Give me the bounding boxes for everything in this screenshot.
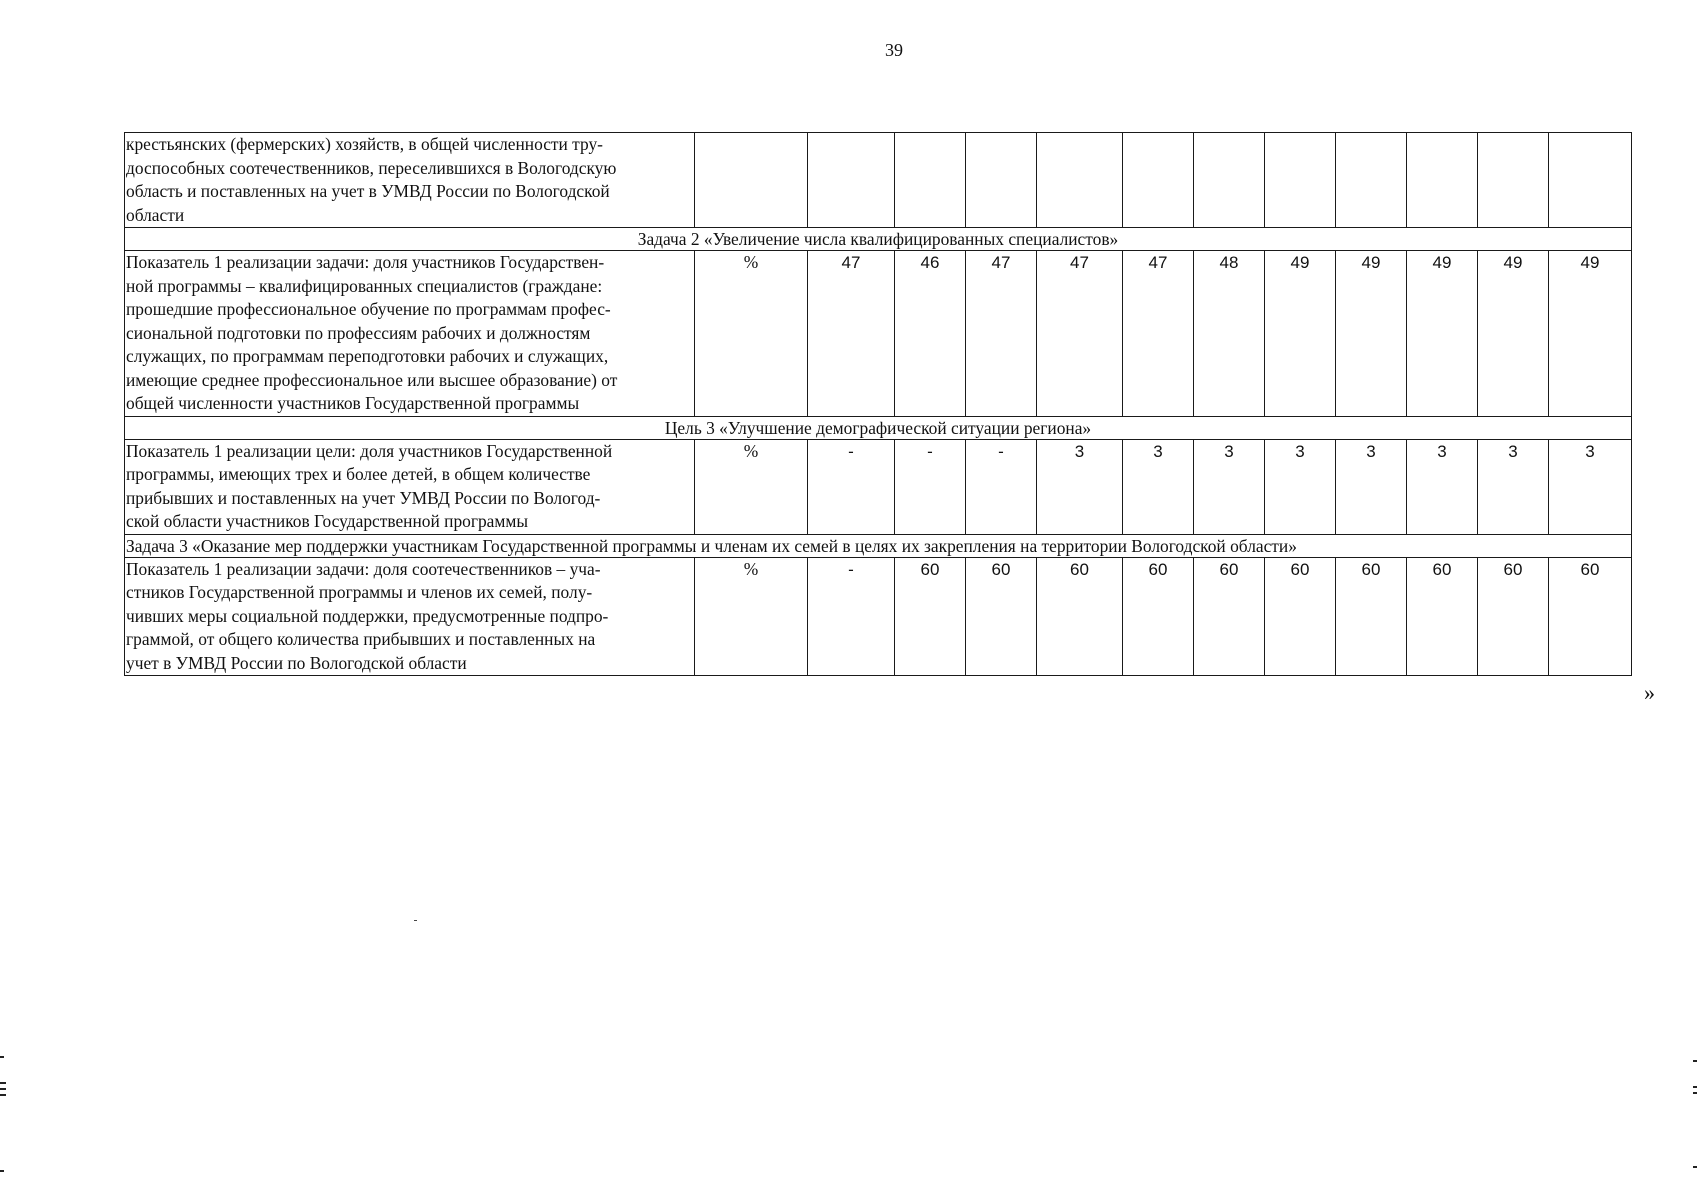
value-cell: 47 [808, 251, 895, 417]
section-header-row [125, 416, 1632, 439]
section-header-row [125, 534, 1632, 557]
indicator-description [125, 557, 695, 676]
scan-edge-mark [0, 1088, 6, 1090]
value-cell: 3 [1265, 439, 1336, 534]
desc-line: программы, имеющих трех и более детей, в общем количестве [126, 464, 591, 484]
page-number: 39 [885, 40, 903, 60]
desc-line: область и поставленных на учет в УМВД России по Вологодской [126, 181, 610, 201]
empty-cell [1407, 133, 1478, 228]
value-cell: 47 [1123, 251, 1194, 417]
value-cell: 3 [1407, 439, 1478, 534]
value-cell: 46 [895, 251, 966, 417]
indicator-description [125, 251, 695, 417]
desc-line: стников Государственной программы и членов их семей, полу- [126, 582, 593, 602]
desc-line: сиональной подготовки по профессиям рабочих и должностям [126, 322, 591, 343]
closing-quote: » [1644, 680, 1655, 705]
empty-cell [1123, 133, 1194, 228]
value-cell: 60 [1037, 557, 1123, 676]
desc-line: граммой, от общего количества прибывших и поставленных на [126, 629, 596, 649]
desc-line: прибывших и поставленных на учет УМВД России по Вологод- [126, 487, 601, 508]
value-cell: 3 [1478, 439, 1549, 534]
value-cell: 47 [966, 251, 1037, 417]
value-cell: 3 [1037, 439, 1123, 534]
desc-line: ской области участников Государственной программы [126, 511, 529, 531]
value-cell: 3 [1194, 439, 1265, 534]
value-cell: 47 [1037, 251, 1123, 417]
desc-line: имеющие среднее профессиональное или высшее образование) от [126, 369, 618, 390]
desc-line: Показатель 1 реализации цели: доля участников Государственной [126, 440, 613, 461]
value-cell: - [895, 439, 966, 534]
value-cell: 49 [1478, 251, 1549, 417]
value-cell: 3 [1123, 439, 1194, 534]
table-row [125, 133, 1632, 228]
desc-line: области [126, 204, 185, 225]
section-header: Задача 2 «Увеличение числа квалифицированных специалистов» [125, 228, 1632, 251]
scan-edge-mark [0, 1056, 4, 1058]
desc-line: доспособных соотечественников, переселившихся в Вологодскую [126, 157, 617, 178]
indicator-description [125, 133, 695, 228]
scan-edge-mark [1693, 1086, 1697, 1088]
value-cell: 48 [1194, 251, 1265, 417]
value-cell: 60 [1549, 557, 1632, 676]
scan-edge-mark [0, 1094, 6, 1096]
value-cell: - [808, 557, 895, 676]
value-cell: 60 [895, 557, 966, 676]
value-cell: 49 [1336, 251, 1407, 417]
empty-cell [895, 133, 966, 228]
value-cell: 60 [1336, 557, 1407, 676]
unit-cell: % [695, 557, 808, 676]
value-cell: 60 [1407, 557, 1478, 676]
value-cell: 49 [1549, 251, 1632, 417]
desc-line: чивших меры социальной поддержки, предусмотренные подпро- [126, 605, 609, 626]
scan-edge-mark [0, 1170, 4, 1172]
empty-cell [1478, 133, 1549, 228]
section-header-row [125, 228, 1632, 251]
desc-line: прошедшие профессиональное обучение по программам профес- [126, 299, 611, 319]
desc-line: Показатель 1 реализации задачи: доля соотечественников – уча- [126, 558, 601, 579]
scan-edge-mark [1693, 1060, 1697, 1062]
indicator-description [125, 439, 695, 534]
value-cell: - [966, 439, 1037, 534]
value-cell: - [808, 439, 895, 534]
value-cell: 49 [1265, 251, 1336, 417]
empty-cell [1549, 133, 1632, 228]
desc-line: служащих, по программам переподготовки рабочих и служащих, [126, 346, 609, 366]
table-row [125, 251, 1632, 417]
value-cell: 60 [1194, 557, 1265, 676]
value-cell: 60 [1123, 557, 1194, 676]
desc-line: общей численности участников Государственной программы [126, 393, 580, 413]
empty-cell [1265, 133, 1336, 228]
section-header: Цель 3 «Улучшение демографической ситуации региона» [125, 416, 1632, 439]
value-cell: 60 [966, 557, 1037, 676]
desc-line: крестьянских (фермерских) хозяйств, в общей численности тру- [126, 134, 603, 154]
unit-cell: % [695, 439, 808, 534]
empty-cell [1194, 133, 1265, 228]
value-cell: 49 [1407, 251, 1478, 417]
desc-line: Показатель 1 реализации задачи: доля участников Государствен- [126, 252, 605, 272]
section-header: Задача 3 «Оказание мер поддержки участникам Государственной программы и членам их семей в целях их закрепления на территории Вологодской области» [125, 534, 1632, 557]
unit-cell: % [695, 251, 808, 417]
value-cell: 3 [1549, 439, 1632, 534]
scan-edge-mark [1693, 1092, 1697, 1094]
indicators-table [124, 132, 1632, 676]
value-cell: 3 [1336, 439, 1407, 534]
scan-edge-mark [1693, 1166, 1697, 1168]
desc-line: ной программы – квалифицированных специалистов (граждане: [126, 275, 603, 296]
value-cell: 60 [1265, 557, 1336, 676]
empty-cell [695, 133, 808, 228]
scan-edge-mark [0, 1082, 6, 1084]
empty-cell [1037, 133, 1123, 228]
scan-speck [414, 920, 417, 921]
empty-cell [808, 133, 895, 228]
desc-line: учет в УМВД России по Вологодской области [126, 652, 467, 673]
table-row [125, 557, 1632, 676]
value-cell: 60 [1478, 557, 1549, 676]
table-row [125, 439, 1632, 534]
empty-cell [966, 133, 1037, 228]
empty-cell [1336, 133, 1407, 228]
